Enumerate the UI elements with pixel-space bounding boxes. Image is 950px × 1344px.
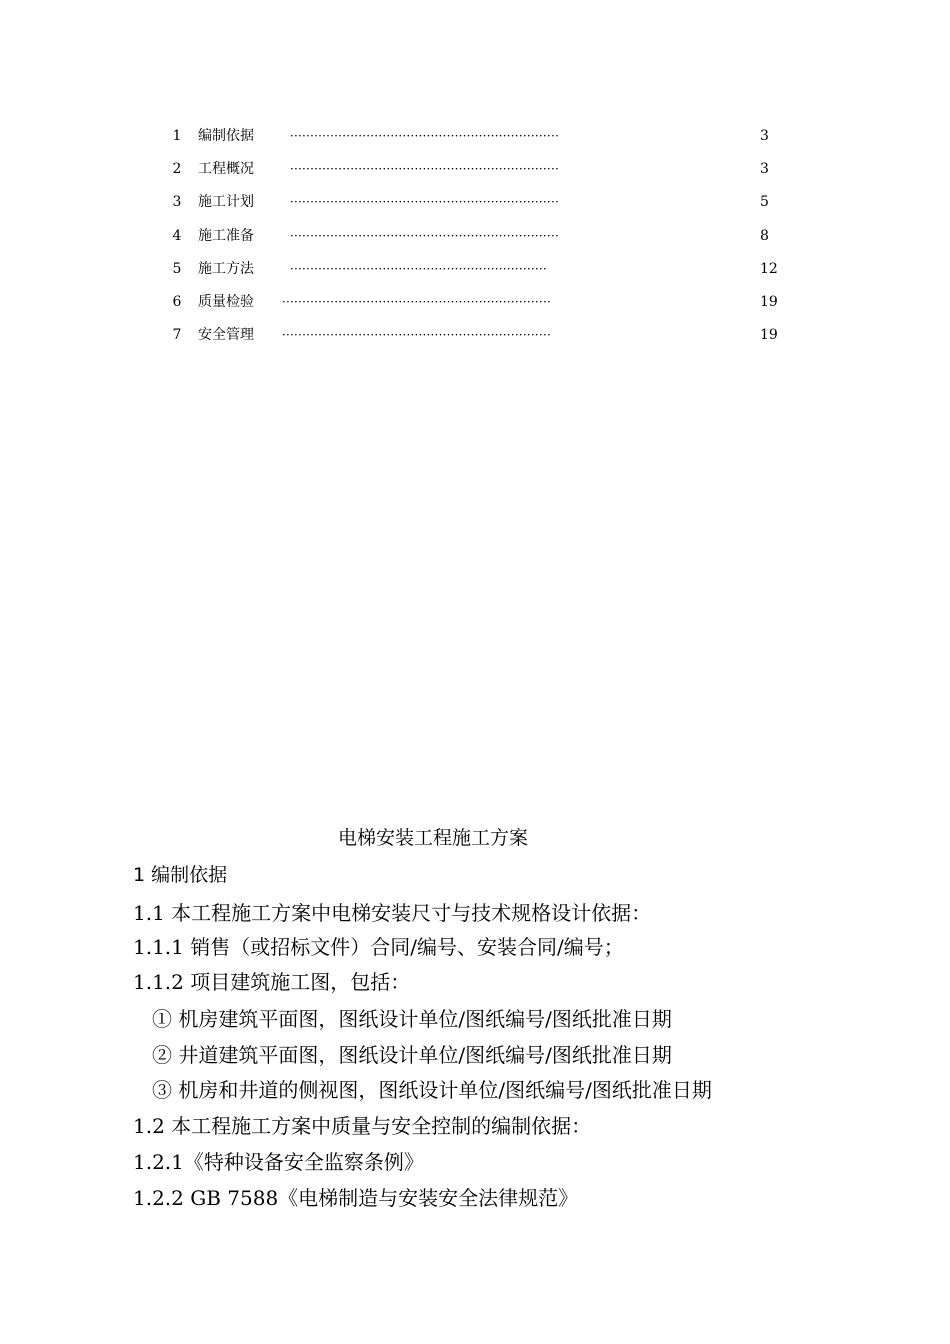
toc-entry-number: 6 (172, 294, 182, 310)
toc-entry[interactable] (170, 323, 780, 347)
toc-entry-number: 2 (172, 161, 182, 177)
toc-entry-title: 编制依据 (198, 128, 254, 144)
toc-leader-dots: ··································································· (282, 328, 551, 342)
list-item: ① 机房建筑平面图，图纸设计单位/图纸编号/图纸批准日期 (152, 1007, 672, 1031)
body-paragraph: 1.1.2 项目建筑施工图，包括： (133, 970, 411, 994)
toc-entry[interactable] (170, 190, 780, 214)
toc-entry-page: 12 (760, 261, 778, 277)
list-item: ② 井道建筑平面图，图纸设计单位/图纸编号/图纸批准日期 (152, 1043, 672, 1067)
toc-entry-page: 5 (760, 194, 769, 210)
body-paragraph: 1.2.2 GB 7588《电梯制造与安装安全法律规范》 (133, 1186, 579, 1210)
toc-entry[interactable] (170, 124, 780, 148)
toc-leader-dots: ··································································· (290, 129, 559, 143)
toc-entry-title: 施工准备 (198, 228, 254, 244)
toc-leader-dots: ··································································· (282, 295, 551, 309)
toc-entry-number: 7 (172, 327, 182, 343)
toc-entry-title: 质量检验 (198, 294, 254, 310)
toc-entry[interactable] (170, 224, 780, 248)
toc-entry-title: 安全管理 (198, 327, 254, 343)
body-paragraph: 1.2.1《特种设备安全监察条例》 (133, 1150, 424, 1174)
toc-entry-title: 施工计划 (198, 194, 254, 210)
toc-entry-number: 3 (172, 194, 182, 210)
toc-entry-number: 5 (172, 261, 182, 277)
toc-entry-page: 19 (760, 327, 778, 343)
toc-leader-dots: ··································································· (290, 162, 559, 176)
list-item: ③ 机房和井道的侧视图，图纸设计单位/图纸编号/图纸批准日期 (152, 1078, 712, 1102)
toc-entry-page: 3 (760, 128, 769, 144)
toc-leader-dots: ··································································· (290, 229, 559, 243)
toc-entry-number: 1 (172, 128, 182, 144)
toc-leader-dots: ································································ (290, 262, 547, 276)
toc-entry-page: 19 (760, 294, 778, 310)
toc-entry[interactable] (170, 290, 780, 314)
body-paragraph: 1.1.1 销售（或招标文件）合同/编号、安装合同/编号； (133, 935, 624, 959)
body-paragraph: 1.1 本工程施工方案中电梯安装尺寸与技术规格设计依据： (133, 901, 652, 925)
document-title: 电梯安装工程施工方案 (337, 827, 528, 849)
toc-entry-title: 施工方法 (198, 261, 254, 277)
toc-entry-number: 4 (172, 228, 182, 244)
toc-leader-dots: ··································································· (290, 195, 559, 209)
toc-entry-page: 8 (760, 228, 769, 244)
toc-entry-title: 工程概况 (198, 161, 254, 177)
toc-entry[interactable] (170, 257, 780, 281)
toc-entry-page: 3 (760, 161, 769, 177)
body-paragraph: 1.2 本工程施工方案中质量与安全控制的编制依据： (133, 1114, 592, 1138)
toc-entry[interactable] (170, 157, 780, 181)
section-heading: 1 编制依据 (133, 864, 228, 886)
